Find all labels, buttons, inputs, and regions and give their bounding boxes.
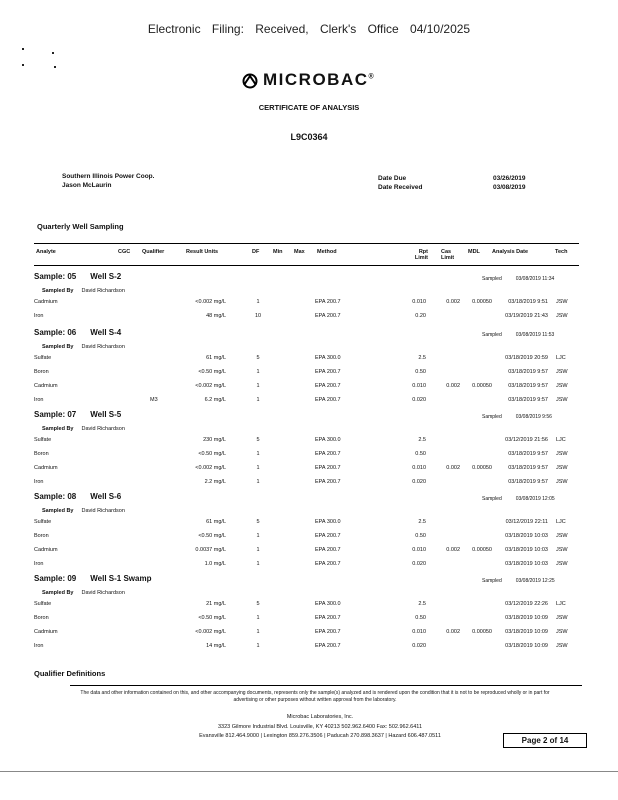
footer-offices: Evansville 812.464.9000 | Lexington 859.276.3506 | Paducah 270.898.3637 | Hazard 606.487.0511 xyxy=(199,733,441,739)
footer-address: 3323 Gilmore Industrial Blvd. Louisville, KY 40213 502.962.6400 Fax: 502.962.6411 xyxy=(217,724,423,730)
cell-date: 03/18/2019 10:03 xyxy=(505,547,548,553)
cell-cas: 0.002 xyxy=(446,629,460,635)
microbac-logo-icon xyxy=(240,73,260,89)
cell-method: EPA 200.7 xyxy=(315,465,341,471)
cell-df: 1 xyxy=(256,547,260,553)
cell-method: EPA 200.7 xyxy=(315,451,341,457)
table-row xyxy=(0,313,618,323)
page-number: Page 2 of 14 xyxy=(503,733,587,748)
table-row xyxy=(0,465,618,475)
cell-analyte: Iron xyxy=(34,313,44,319)
cell-rpt: 0.010 xyxy=(412,299,426,305)
cell-method: EPA 200.7 xyxy=(315,615,341,621)
cell-date: 03/12/2019 21:56 xyxy=(505,437,548,443)
section-title: Quarterly Well Sampling xyxy=(37,222,124,231)
date-due-value: 03/26/2019 xyxy=(493,175,526,182)
sample-received xyxy=(482,496,555,502)
cell-analyte: Cadmium xyxy=(34,383,58,389)
sample-label: Sample: 09 xyxy=(34,574,77,583)
cell-analyte: Cadmium xyxy=(34,629,58,635)
cell-tech: JSW xyxy=(556,451,568,457)
table-row xyxy=(0,533,618,543)
cell-mdl: 0.00050 xyxy=(472,629,492,635)
col-tech: Tech xyxy=(555,249,568,255)
cell-rpt: 0.010 xyxy=(412,629,426,635)
cell-analyte: Sulfate xyxy=(34,437,52,443)
sample-title xyxy=(34,272,121,281)
cell-result: 1.0 mg/L xyxy=(204,561,226,567)
cell-tech: LJC xyxy=(556,601,566,607)
col-rpt-limit: Rpt Limit xyxy=(414,249,428,261)
cell-df: 5 xyxy=(256,519,260,525)
cell-date: 03/18/2019 9:57 xyxy=(508,397,548,403)
cell-result: <0.002 mg/L xyxy=(195,299,226,305)
sampled-by-label: Sampled By xyxy=(42,288,74,294)
cell-rpt: 2.5 xyxy=(418,355,426,361)
table-row xyxy=(0,547,618,557)
cell-df: 1 xyxy=(256,465,260,471)
cell-tech: JSW xyxy=(556,465,568,471)
cell-analyte: Boron xyxy=(34,451,49,457)
table-row xyxy=(0,561,618,571)
col-cgc: CGC xyxy=(118,249,131,255)
sample-received xyxy=(482,276,554,282)
table-row xyxy=(0,299,618,309)
sample-label: Sample: 07 xyxy=(34,410,77,419)
header-top-rule xyxy=(34,243,579,244)
cell-tech: LJC xyxy=(556,355,566,361)
cell-result: 6.2 mg/L xyxy=(204,397,226,403)
sampled-label: Sampled xyxy=(482,414,502,420)
cell-rpt: 0.50 xyxy=(415,615,426,621)
cell-result: 14 mg/L xyxy=(206,643,226,649)
cell-result: <0.002 mg/L xyxy=(195,629,226,635)
cell-rpt: 2.5 xyxy=(418,519,426,525)
sample-well: Well S-2 xyxy=(90,272,122,281)
table-row xyxy=(0,643,618,653)
footer-rule xyxy=(70,685,582,686)
cell-result: 61 mg/L xyxy=(206,519,226,525)
sampled-by xyxy=(42,344,125,350)
sample-label: Sample: 06 xyxy=(34,328,77,337)
cell-result: 230 mg/L xyxy=(203,437,226,443)
col-analysis-date: Analysis Date xyxy=(492,249,529,255)
sample-well: Well S-6 xyxy=(90,492,122,501)
cell-date: 03/18/2019 9:57 xyxy=(508,369,548,375)
cell-analyte: Cadmium xyxy=(34,465,58,471)
table-row xyxy=(0,355,618,365)
cell-rpt: 0.50 xyxy=(415,451,426,457)
sampled-by-label: Sampled By xyxy=(42,590,74,596)
col-df: DF xyxy=(252,249,260,255)
cell-date: 03/18/2019 10:09 xyxy=(505,629,548,635)
sample-title xyxy=(34,328,121,337)
cell-date: 03/18/2019 9:57 xyxy=(508,451,548,457)
col-analyte: Analyte xyxy=(36,249,56,255)
sampled-datetime: 03/08/2019 11:53 xyxy=(515,332,555,338)
microbac-logo xyxy=(240,70,375,90)
client-contact: Jason McLaurin xyxy=(62,182,112,189)
sampled-by xyxy=(42,590,125,596)
cell-cas: 0.002 xyxy=(446,383,460,389)
date-received-label: Date Received xyxy=(378,184,423,191)
cell-result: <0.50 mg/L xyxy=(198,533,226,539)
sample-well: Well S-5 xyxy=(90,410,122,419)
cell-rpt: 0.50 xyxy=(415,369,426,375)
disclaimer: The data and other information contained on this, and other accompanying documents, represents only the sample(s) analyzed and is rendered upon the condition that it is not to be reproduced wholly or in part for advertising or other purposes without written approval from the laboratory. xyxy=(80,690,550,703)
cell-tech: JSW xyxy=(556,479,568,485)
cell-analyte: Sulfate xyxy=(34,519,52,525)
cell-qualifier: M3 xyxy=(150,397,158,403)
sampled-by-label: Sampled By xyxy=(42,344,74,350)
cell-analyte: Iron xyxy=(34,561,44,567)
cell-method: EPA 200.7 xyxy=(315,369,341,375)
cell-df: 5 xyxy=(256,437,260,443)
table-row xyxy=(0,437,618,447)
cell-df: 1 xyxy=(256,397,260,403)
cell-analyte: Cadmium xyxy=(34,547,58,553)
cell-method: EPA 200.7 xyxy=(315,533,341,539)
cell-tech: JSW xyxy=(556,615,568,621)
cell-analyte: Iron xyxy=(34,479,44,485)
cell-df: 1 xyxy=(256,369,260,375)
sampled-by xyxy=(42,426,125,432)
cell-mdl: 0.00050 xyxy=(472,383,492,389)
cell-method: EPA 200.7 xyxy=(315,643,341,649)
cell-rpt: 0.010 xyxy=(412,547,426,553)
sampled-datetime: 03/08/2019 11:34 xyxy=(515,276,555,282)
sampled-by xyxy=(42,288,125,294)
cell-result: 2.2 mg/L xyxy=(204,479,226,485)
scan-speck xyxy=(22,64,24,66)
cell-method: EPA 200.7 xyxy=(315,383,341,389)
logo-registered-mark: ® xyxy=(368,73,376,81)
cell-date: 03/18/2019 9:57 xyxy=(508,383,548,389)
cell-tech: JSW xyxy=(556,629,568,635)
cell-rpt: 0.020 xyxy=(412,479,426,485)
table-row xyxy=(0,519,618,529)
cell-rpt: 2.5 xyxy=(418,437,426,443)
cell-tech: JSW xyxy=(556,299,568,305)
date-received-value: 03/08/2019 xyxy=(493,184,526,191)
cell-date: 03/12/2019 22:11 xyxy=(505,519,548,525)
table-row xyxy=(0,615,618,625)
cell-rpt: 0.20 xyxy=(415,313,426,319)
sampled-by-value: David Richardson xyxy=(81,288,125,294)
col-result-units: Result Units xyxy=(186,249,219,255)
cell-df: 1 xyxy=(256,561,260,567)
sampled-label: Sampled xyxy=(482,578,502,584)
cell-analyte: Cadmium xyxy=(34,299,58,305)
cell-method: EPA 200.7 xyxy=(315,299,341,305)
cell-result: <0.50 mg/L xyxy=(198,615,226,621)
cell-result: 0.0037 mg/L xyxy=(195,547,226,553)
lab-id: L9C0364 xyxy=(290,132,328,142)
cell-df: 1 xyxy=(256,615,260,621)
cell-method: EPA 200.7 xyxy=(315,547,341,553)
cell-df: 1 xyxy=(256,451,260,457)
certificate-title: CERTIFICATE OF ANALYSIS xyxy=(258,103,360,112)
cell-mdl: 0.00050 xyxy=(472,547,492,553)
cell-method: EPA 300.0 xyxy=(315,355,341,361)
cell-date: 03/18/2019 9:57 xyxy=(508,479,548,485)
cell-analyte: Boron xyxy=(34,533,49,539)
cell-method: EPA 200.7 xyxy=(315,629,341,635)
cell-rpt: 0.010 xyxy=(412,383,426,389)
bottom-rule xyxy=(0,771,618,772)
cell-result: <0.002 mg/L xyxy=(195,465,226,471)
cell-tech: JSW xyxy=(556,547,568,553)
table-row xyxy=(0,451,618,461)
sampled-label: Sampled xyxy=(482,332,502,338)
sample-title xyxy=(34,410,121,419)
cell-df: 1 xyxy=(256,383,260,389)
sampled-by-label: Sampled By xyxy=(42,426,74,432)
sampled-by xyxy=(42,508,125,514)
header-bottom-rule xyxy=(34,265,579,266)
sample-well: Well S-4 xyxy=(90,328,122,337)
cell-method: EPA 300.0 xyxy=(315,437,341,443)
cell-tech: JSW xyxy=(556,369,568,375)
cell-tech: JSW xyxy=(556,561,568,567)
cell-df: 1 xyxy=(256,533,260,539)
sampled-datetime: 03/08/2019 12:05 xyxy=(515,496,555,502)
logo-name: MICROBAC xyxy=(263,70,369,89)
cell-date: 03/18/2019 10:09 xyxy=(505,643,548,649)
cell-result: <0.002 mg/L xyxy=(195,383,226,389)
cell-df: 5 xyxy=(256,355,260,361)
cell-result: 48 mg/L xyxy=(206,313,226,319)
cell-tech: JSW xyxy=(556,397,568,403)
cell-date: 03/18/2019 9:51 xyxy=(508,299,548,305)
sample-title xyxy=(34,492,121,501)
scan-speck xyxy=(52,52,54,54)
client-name: Southern Illinois Power Coop. xyxy=(62,173,155,180)
filing-stamp: Electronic Filing: Received, Clerk's Office 04/10/2025 xyxy=(147,22,471,36)
cell-tech: JSW xyxy=(556,383,568,389)
cell-analyte: Iron xyxy=(34,397,44,403)
col-method: Method xyxy=(317,249,337,255)
cell-date: 03/18/2019 10:03 xyxy=(505,561,548,567)
cell-cas: 0.002 xyxy=(446,547,460,553)
cell-date: 03/12/2019 22:26 xyxy=(505,601,548,607)
sampled-label: Sampled xyxy=(482,276,502,282)
cell-method: EPA 200.7 xyxy=(315,561,341,567)
cell-tech: JSW xyxy=(556,313,568,319)
cell-result: 21 mg/L xyxy=(206,601,226,607)
cell-rpt: 0.50 xyxy=(415,533,426,539)
cell-cas: 0.002 xyxy=(446,299,460,305)
sampled-by-value: David Richardson xyxy=(81,344,125,350)
cell-df: 1 xyxy=(256,643,260,649)
cell-date: 03/18/2019 9:57 xyxy=(508,465,548,471)
sampled-datetime: 03/08/2019 12:25 xyxy=(515,578,555,584)
cell-rpt: 0.020 xyxy=(412,397,426,403)
table-row xyxy=(0,369,618,379)
cell-tech: LJC xyxy=(556,519,566,525)
cell-date: 03/18/2019 10:03 xyxy=(505,533,548,539)
table-row xyxy=(0,397,618,407)
cell-result: <0.50 mg/L xyxy=(198,451,226,457)
sampled-by-value: David Richardson xyxy=(81,426,125,432)
sampled-by-label: Sampled By xyxy=(42,508,74,514)
sampled-datetime: 03/08/2019 9:56 xyxy=(515,414,552,420)
sample-received xyxy=(482,332,554,338)
cell-df: 1 xyxy=(256,299,260,305)
col-min: Min xyxy=(273,249,283,255)
cell-rpt: 0.020 xyxy=(412,561,426,567)
sampled-label: Sampled xyxy=(482,496,502,502)
cell-result: 61 mg/L xyxy=(206,355,226,361)
cell-tech: JSW xyxy=(556,643,568,649)
sample-label: Sample: 05 xyxy=(34,272,77,281)
footer-company: Microbac Laboratories, Inc. xyxy=(286,714,354,720)
col-max: Max xyxy=(294,249,305,255)
table-row xyxy=(0,479,618,489)
cell-method: EPA 300.0 xyxy=(315,601,341,607)
table-row xyxy=(0,629,618,639)
cell-tech: JSW xyxy=(556,533,568,539)
cell-rpt: 0.020 xyxy=(412,643,426,649)
cell-method: EPA 200.7 xyxy=(315,313,341,319)
cell-method: EPA 200.7 xyxy=(315,479,341,485)
cell-date: 03/19/2019 21:43 xyxy=(505,313,548,319)
cell-date: 03/18/2019 10:09 xyxy=(505,615,548,621)
cell-df: 5 xyxy=(256,601,260,607)
sample-title xyxy=(34,574,151,583)
cell-mdl: 0.00050 xyxy=(472,465,492,471)
cell-date: 03/18/2019 20:59 xyxy=(505,355,548,361)
cell-analyte: Boron xyxy=(34,369,49,375)
table-row xyxy=(0,383,618,393)
cell-cas: 0.002 xyxy=(446,465,460,471)
cell-tech: LJC xyxy=(556,437,566,443)
sample-received xyxy=(482,578,555,584)
cell-method: EPA 300.0 xyxy=(315,519,341,525)
col-qualifier: Qualifier xyxy=(142,249,165,255)
sample-received xyxy=(482,414,552,420)
date-due-label: Date Due xyxy=(378,175,407,182)
col-cas-limit: Cas Limit xyxy=(441,249,455,261)
scan-speck xyxy=(54,66,56,68)
cell-mdl: 0.00050 xyxy=(472,299,492,305)
col-mdl: MDL xyxy=(468,249,480,255)
table-row xyxy=(0,601,618,611)
sample-well: Well S-1 Swamp xyxy=(90,574,152,583)
cell-df: 1 xyxy=(256,479,260,485)
cell-analyte: Boron xyxy=(34,615,49,621)
cell-result: <0.50 mg/L xyxy=(198,369,226,375)
cell-analyte: Sulfate xyxy=(34,601,52,607)
sampled-by-value: David Richardson xyxy=(81,508,125,514)
sample-label: Sample: 08 xyxy=(34,492,77,501)
cell-df: 1 xyxy=(256,629,260,635)
cell-method: EPA 200.7 xyxy=(315,397,341,403)
sampled-by-value: David Richardson xyxy=(81,590,125,596)
qualifier-definitions-title: Qualifier Definitions xyxy=(34,669,106,678)
cell-rpt: 0.010 xyxy=(412,465,426,471)
cell-analyte: Iron xyxy=(34,643,44,649)
cell-rpt: 2.5 xyxy=(418,601,426,607)
scan-speck xyxy=(22,48,24,50)
cell-df: 10 xyxy=(254,313,262,319)
cell-analyte: Sulfate xyxy=(34,355,52,361)
